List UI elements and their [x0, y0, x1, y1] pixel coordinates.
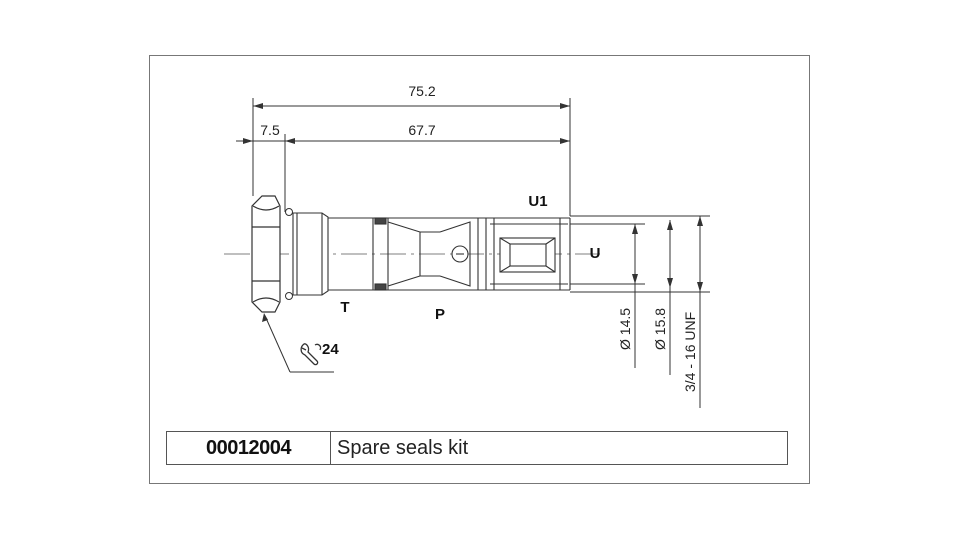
dimension-flange-and-body	[236, 134, 570, 212]
thread-label: 3/4 - 16 UNF	[682, 311, 698, 392]
part-code: 00012004	[167, 432, 331, 464]
parts-table	[166, 431, 788, 465]
thread-section	[293, 213, 328, 295]
diameter-14-5-label: Ø 14.5	[617, 307, 633, 350]
port-u1-label: U1	[528, 193, 548, 210]
wrench-size-label: 24	[322, 341, 339, 358]
flange-length-label: 7.5	[260, 122, 280, 138]
diameter-15-8-label: Ø 15.8	[652, 307, 668, 350]
port-u-label: U	[589, 245, 601, 262]
port-p-label: P	[434, 306, 446, 323]
body-length-label: 67.7	[408, 122, 436, 138]
dimension-overall-length	[253, 98, 570, 216]
drawing-frame	[150, 56, 810, 484]
wrench-icon	[301, 344, 320, 365]
hex-head	[252, 196, 280, 312]
part-description: Spare seals kit	[337, 436, 469, 459]
overall-length-label: 75.2	[408, 83, 436, 99]
port-t-label: T	[340, 299, 350, 316]
